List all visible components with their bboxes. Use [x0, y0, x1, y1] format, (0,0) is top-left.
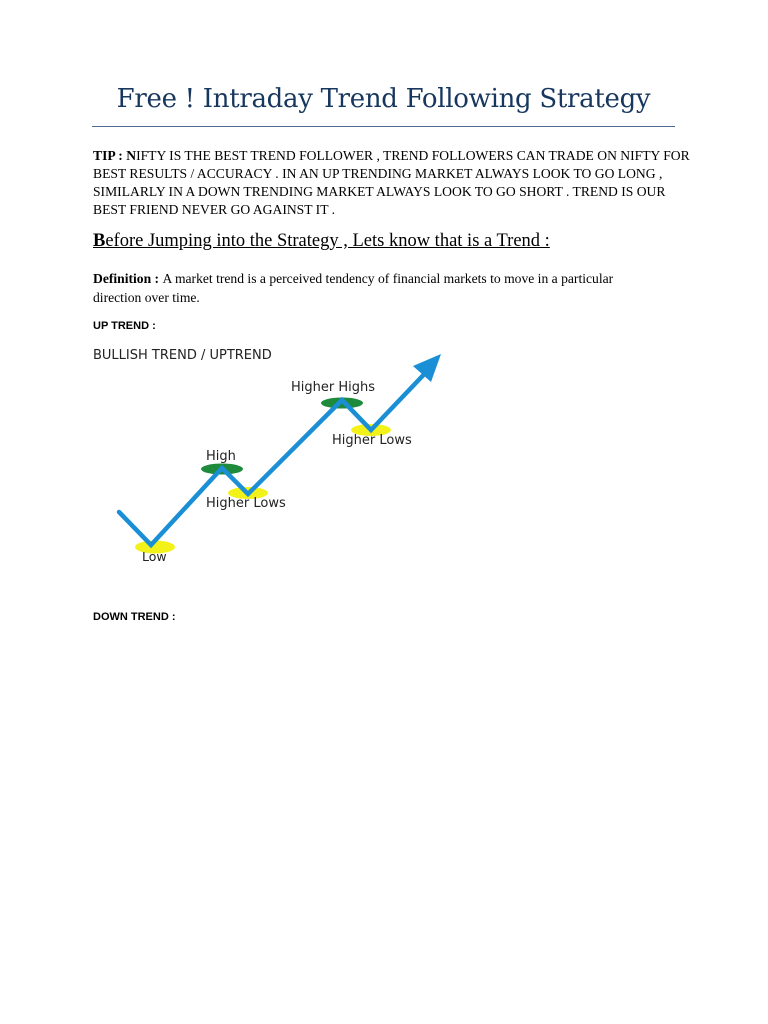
trend-subheading [93, 231, 550, 252]
tip-text-1: IFTY IS THE BEST TREND FOLLOWER , TREND FOLLOWERS CAN TRADE ON NIFTY FOR [136, 148, 690, 163]
high-label: High [206, 449, 236, 464]
subheading-first-letter: B [93, 231, 106, 251]
tip-line-4: BEST FRIEND NEVER GO AGAINST IT . [93, 202, 336, 217]
trend-line [119, 366, 432, 545]
tip-line-3: SIMILARLY IN A DOWN TRENDING MARKET ALWAYS LOOK TO GO SHORT . TREND IS OUR [93, 184, 666, 199]
document-title: Free ! Intraday Trend Following Strategy [116, 84, 651, 114]
definition-line-1 [93, 269, 693, 288]
higher-lows-label-2: Higher Lows [332, 433, 412, 448]
tip-paragraph [93, 147, 693, 219]
definition-paragraph [93, 269, 693, 307]
tip-label: TIP : [93, 148, 127, 163]
diagram-title: BULLISH TREND / UPTREND [93, 348, 272, 363]
tip-first-letter: N [126, 148, 137, 163]
trend-arrowhead [413, 354, 441, 382]
uptrend-diagram [88, 340, 448, 570]
higher-highs-label: Higher Highs [291, 380, 376, 395]
higher-lows-label-1: Higher Lows [206, 496, 286, 511]
up-trend-label: UP TREND : [93, 320, 156, 332]
low-label: Low [142, 549, 167, 564]
down-trend-label: DOWN TREND : [93, 611, 176, 623]
subheading-text: efore Jumping into the Strategy , Lets know that is a Trend : [105, 231, 550, 251]
tip-line-2: BEST RESULTS / ACCURACY . IN AN UP TRENDING MARKET ALWAYS LOOK TO GO LONG , [93, 166, 663, 181]
definition-label: Definition : [93, 271, 163, 286]
title-underline [92, 126, 675, 127]
definition-line-2: direction over time. [93, 290, 200, 305]
definition-text-1: A market trend is a perceived tendency of financial markets to move in a particular [162, 271, 614, 286]
tip-line-1 [93, 147, 693, 165]
